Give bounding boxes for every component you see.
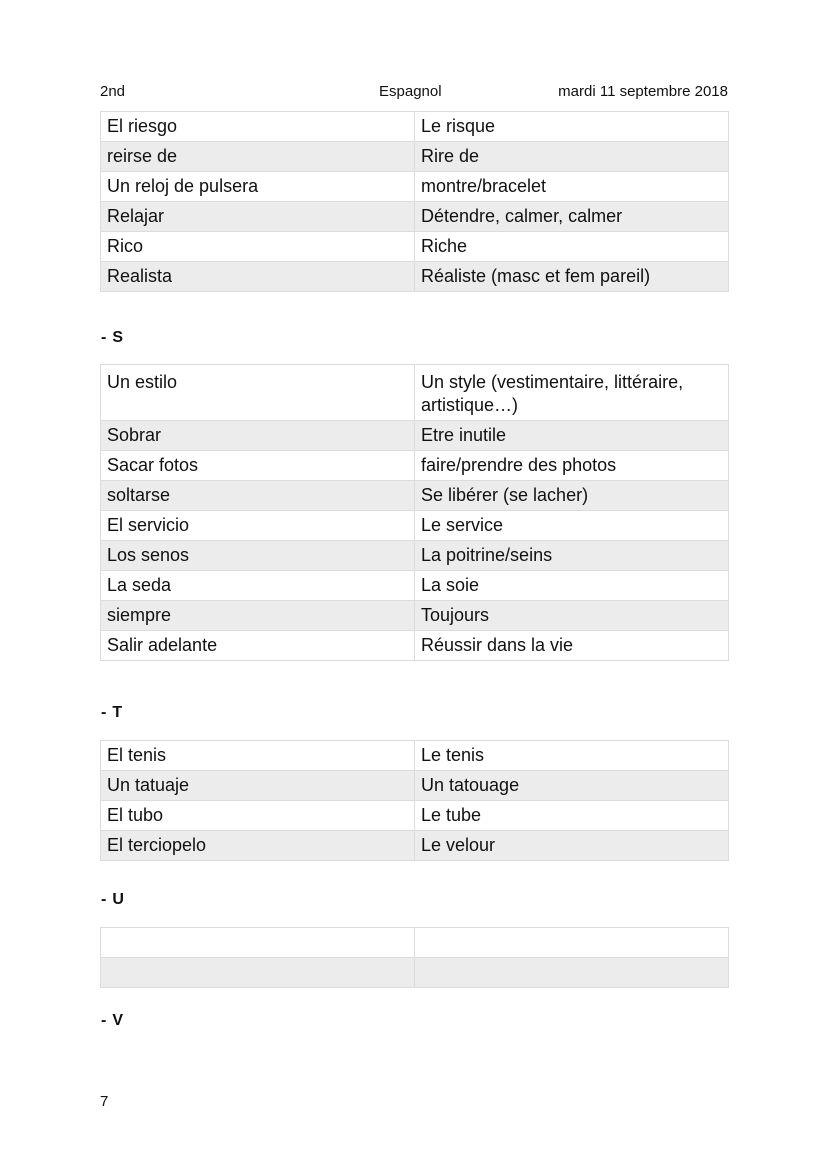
french-translation-cell: faire/prendre des photos xyxy=(415,451,729,481)
french-translation-cell: Le tube xyxy=(415,801,729,831)
section-letter: V xyxy=(112,1012,123,1029)
table-row xyxy=(101,771,729,801)
spanish-term-cell xyxy=(101,928,415,958)
table-row xyxy=(101,571,729,601)
spanish-term-cell: Un reloj de pulsera xyxy=(101,172,415,202)
table-row xyxy=(101,451,729,481)
spanish-term-cell: Los senos xyxy=(101,541,415,571)
french-translation-cell: Le tenis xyxy=(415,741,729,771)
french-translation-cell: Détendre, calmer, calmer xyxy=(415,202,729,232)
spanish-term-cell: Sobrar xyxy=(101,421,415,451)
vocab-table-r xyxy=(100,111,729,292)
french-translation-cell: montre/bracelet xyxy=(415,172,729,202)
section-letter: T xyxy=(112,704,123,721)
page-header xyxy=(100,83,728,105)
section-heading-t xyxy=(101,704,122,722)
spanish-term-cell: reirse de xyxy=(101,142,415,172)
french-translation-cell: Réussir dans la vie xyxy=(415,631,729,661)
table-row xyxy=(101,262,729,292)
vocab-table-u xyxy=(100,927,729,988)
header-class: 2nd xyxy=(100,83,126,100)
french-translation-cell: Etre inutile xyxy=(415,421,729,451)
spanish-term-cell: El servicio xyxy=(101,511,415,541)
spanish-term-cell: Rico xyxy=(101,232,415,262)
french-translation-cell: Se libérer (se lacher) xyxy=(415,481,729,511)
page-number: 7 xyxy=(100,1093,109,1110)
spanish-term-cell: El terciopelo xyxy=(101,831,415,861)
french-translation-cell: Le velour xyxy=(415,831,729,861)
spanish-term-cell: siempre xyxy=(101,601,415,631)
section-heading-u xyxy=(101,891,124,909)
spanish-term-cell: Relajar xyxy=(101,202,415,232)
header-date: mardi 11 septembre 2018 xyxy=(558,83,728,100)
spanish-term-cell: Salir adelante xyxy=(101,631,415,661)
french-translation-cell: La poitrine/seins xyxy=(415,541,729,571)
french-translation-cell: Rire de xyxy=(415,142,729,172)
section-dash: - xyxy=(101,704,107,721)
vocab-table-s xyxy=(100,364,729,661)
french-translation-cell: Réaliste (masc et fem pareil) xyxy=(415,262,729,292)
table-row xyxy=(101,741,729,771)
french-translation-cell: Le service xyxy=(415,511,729,541)
section-dash: - xyxy=(101,329,107,346)
section-heading-v xyxy=(101,1012,123,1030)
french-translation-cell: Un tatouage xyxy=(415,771,729,801)
spanish-term-cell: El tubo xyxy=(101,801,415,831)
spanish-term-cell: Sacar fotos xyxy=(101,451,415,481)
table-row xyxy=(101,481,729,511)
table-row xyxy=(101,365,729,421)
french-translation-cell: Toujours xyxy=(415,601,729,631)
spanish-term-cell: La seda xyxy=(101,571,415,601)
table-row xyxy=(101,541,729,571)
french-translation-cell xyxy=(415,958,729,988)
spanish-term-cell: El riesgo xyxy=(101,112,415,142)
french-translation-cell: Un style (vestimentaire, littéraire, artistique…) xyxy=(415,365,729,421)
spanish-term-cell: Un tatuaje xyxy=(101,771,415,801)
spanish-term-cell: El tenis xyxy=(101,741,415,771)
french-translation-cell xyxy=(415,928,729,958)
section-letter: U xyxy=(112,891,124,908)
table-row xyxy=(101,202,729,232)
french-translation-cell: Riche xyxy=(415,232,729,262)
table-row xyxy=(101,142,729,172)
table-row xyxy=(101,172,729,202)
table-row xyxy=(101,631,729,661)
section-heading-s xyxy=(101,329,123,347)
spanish-term-cell: Realista xyxy=(101,262,415,292)
table-row xyxy=(101,928,729,958)
table-row xyxy=(101,232,729,262)
section-letter: S xyxy=(112,329,123,346)
table-row xyxy=(101,112,729,142)
table-row xyxy=(101,421,729,451)
spanish-term-cell: Un estilo xyxy=(101,365,415,421)
table-row xyxy=(101,831,729,861)
french-translation-cell: Le risque xyxy=(415,112,729,142)
table-row xyxy=(101,801,729,831)
table-row xyxy=(101,511,729,541)
table-row xyxy=(101,958,729,988)
section-dash: - xyxy=(101,1012,107,1029)
spanish-term-cell: soltarse xyxy=(101,481,415,511)
spanish-term-cell xyxy=(101,958,415,988)
table-row xyxy=(101,601,729,631)
section-dash: - xyxy=(101,891,107,908)
vocab-table-t xyxy=(100,740,729,861)
french-translation-cell: La soie xyxy=(415,571,729,601)
header-subject: Espagnol xyxy=(379,83,442,100)
